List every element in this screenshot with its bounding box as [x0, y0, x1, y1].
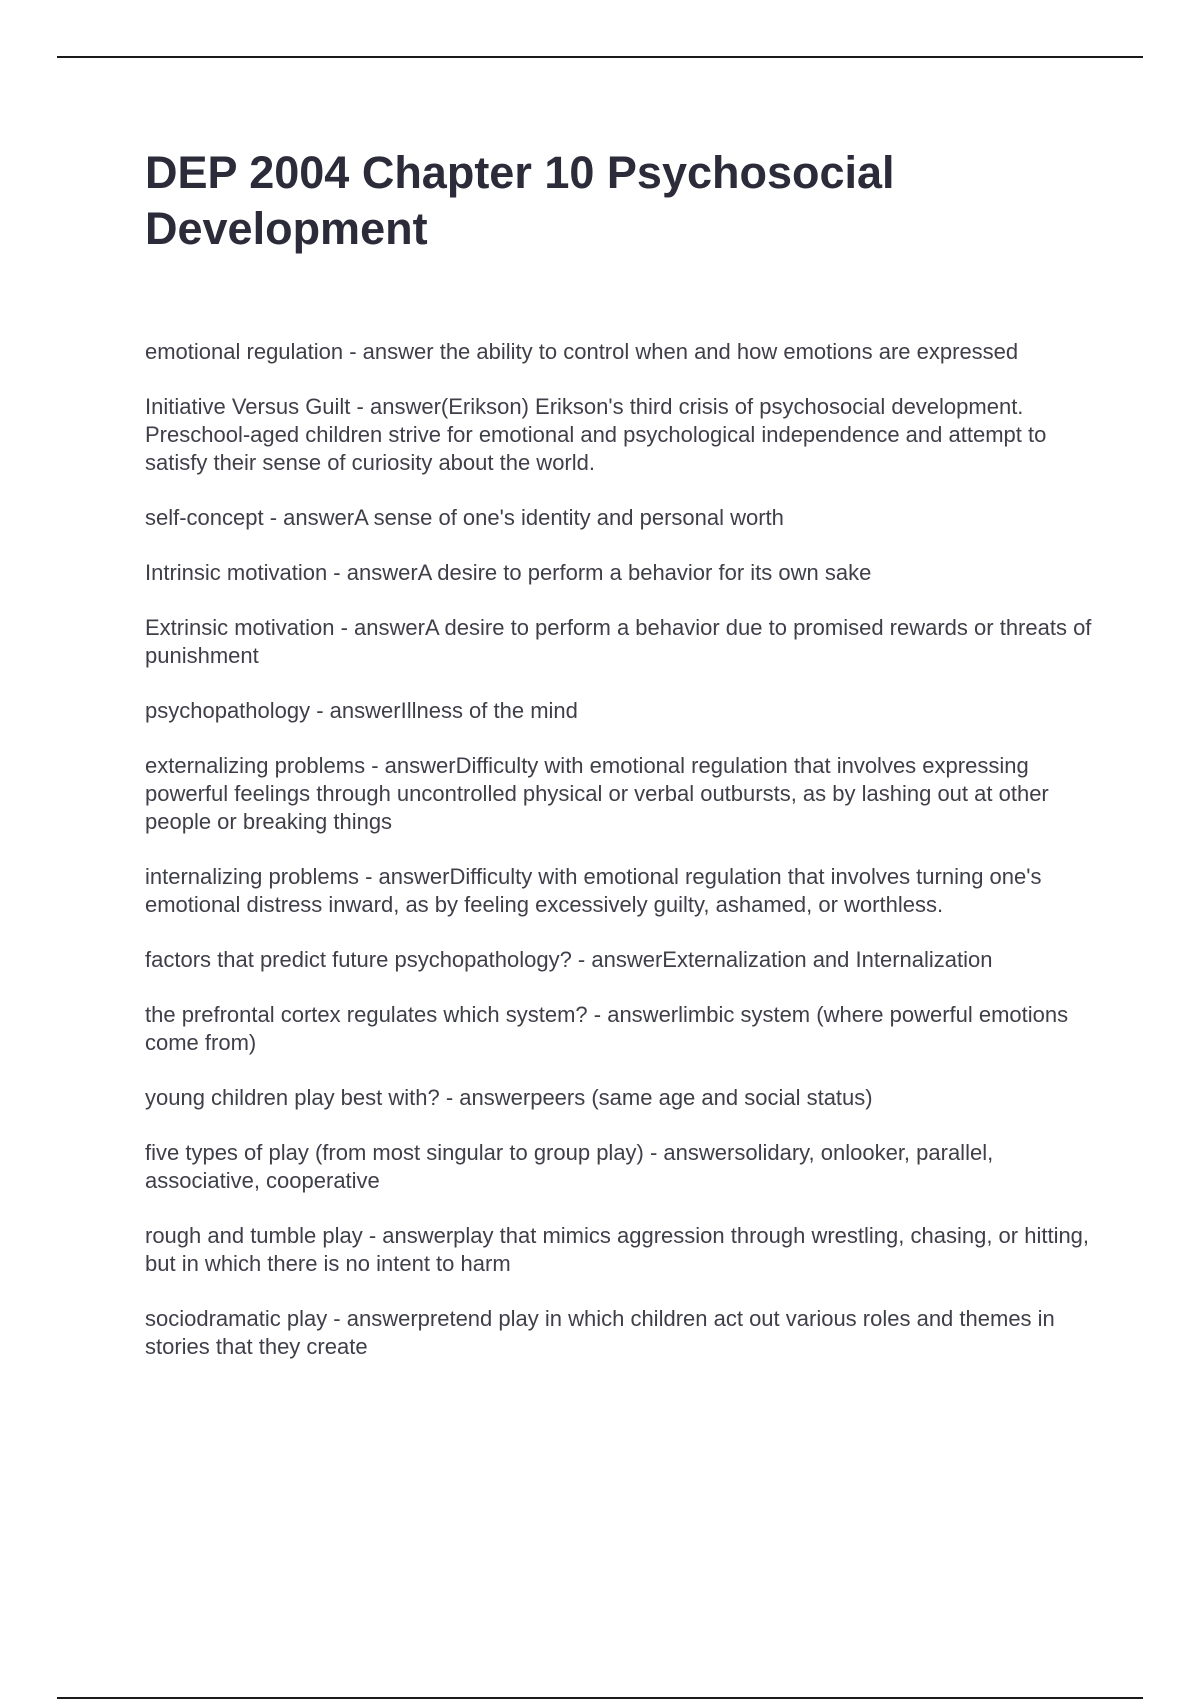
flashcard-entry: self-concept - answerA sense of one's identity and personal worth [145, 505, 784, 530]
flashcard-entry: externalizing problems - answerDifficulty with emotional regulation that involves expressing powerful feelings through uncontrolled physical or verbal outbursts, as by lashing out at other people or breaking things [145, 753, 1049, 834]
flashcard-entry: the prefrontal cortex regulates which system? - answerlimbic system (where powerful emotions come from) [145, 1002, 1069, 1055]
flashcard-entry: emotional regulation - answer the ability to control when and how emotions are expressed [145, 339, 1019, 364]
flashcard-entry: internalizing problems - answerDifficulty with emotional regulation that involves turning one's emotional distress inward, as by feeling excessively guilty, ashamed, or worthless. [145, 864, 1042, 917]
bottom-divider [57, 1697, 1143, 1699]
flashcard-list [145, 338, 1095, 1388]
flashcard-entry: Intrinsic motivation - answerA desire to perform a behavior for its own sake [145, 560, 872, 585]
flashcard-entry: rough and tumble play - answerplay that mimics aggression through wrestling, chasing, or hitting, but in which there is no intent to harm [145, 1223, 1090, 1276]
flashcard-entry: Initiative Versus Guilt - answer(Erikson) Erikson's third crisis of psychosocial development. Preschool-aged children strive for emotional and psychological independence and attempt to satisfy their sense of curiosity about the world. [145, 394, 1047, 475]
flashcard-entry: young children play best with? - answerpeers (same age and social status) [145, 1085, 873, 1110]
flashcard-entry: sociodramatic play - answerpretend play in which children act out various roles and themes in stories that they create [145, 1306, 1055, 1359]
top-divider [57, 56, 1143, 58]
flashcard-entry: factors that predict future psychopathology? - answerExternalization and Internalization [145, 947, 993, 972]
flashcard-entry: five types of play (from most singular to group play) - answersolidary, onlooker, parallel, associative, cooperative [145, 1140, 994, 1193]
flashcard-entry: psychopathology - answerIllness of the mind [145, 698, 578, 723]
page-title: DEP 2004 Chapter 10 Psychosocial Development [145, 147, 895, 254]
flashcard-entry: Extrinsic motivation - answerA desire to perform a behavior due to promised rewards or threats of punishment [145, 615, 1092, 668]
